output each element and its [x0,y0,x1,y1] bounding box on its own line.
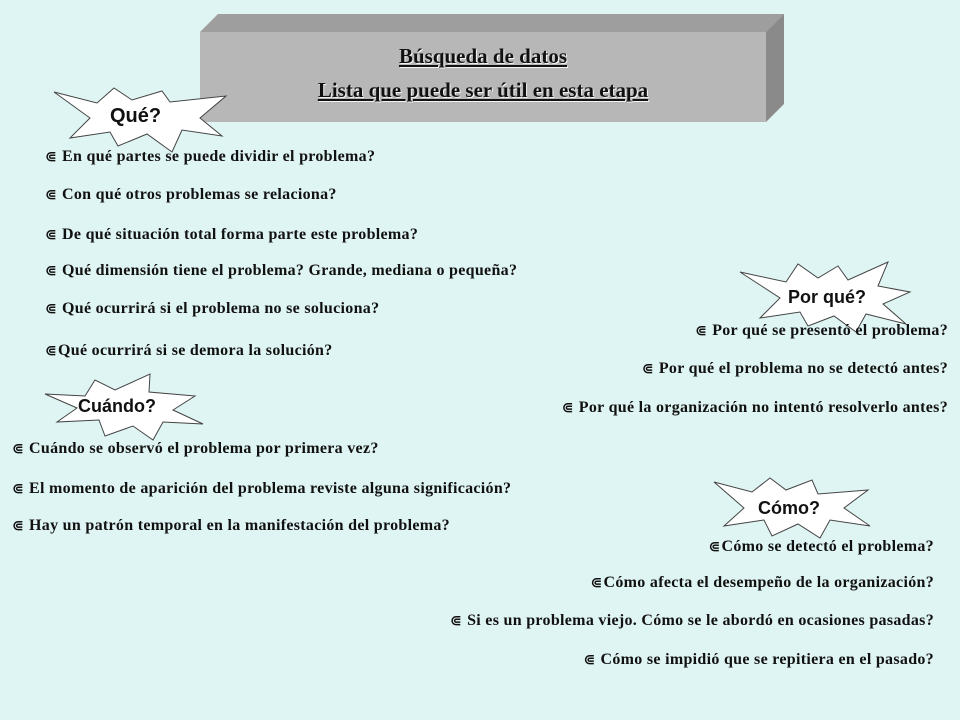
cuando-star [45,374,205,442]
cuando-item: ⋐ El momento de aparición del problema reviste alguna significación? [12,480,512,497]
title-line-2: Lista que puede ser útil en esta etapa [317,78,649,102]
bullet-icon: ⋐ [12,441,25,457]
bullet-icon: ⋐ [12,481,25,497]
como-item: ⋐Cómo se detectó el problema? [708,538,934,555]
como-item: ⋐Cómo afecta el desempeño de la organización? [590,574,934,591]
bullet-icon: ⋐ [583,652,596,668]
title-banner [200,14,784,122]
bullet-icon: ⋐ [561,400,574,416]
por-que-item: ⋐ Por qué el problema no se detectó antes? [641,360,948,377]
que-item: ⋐ De qué situación total forma parte este problema? [45,226,419,243]
bullet-icon: ⋐ [45,343,58,359]
bullet-icon: ⋐ [45,227,58,243]
que-item: ⋐ Qué ocurrirá si el problema no se soluciona? [45,300,380,317]
bullet-icon: ⋐ [45,301,58,317]
como-item: ⋐ Cómo se impidió que se repitiera en el pasado? [583,651,934,668]
que-item: ⋐ En qué partes se puede dividir el problema? [45,148,376,165]
cuando-item: ⋐ Cuándo se observó el problema por primera vez? [12,440,379,457]
bullet-icon: ⋐ [590,575,603,591]
bullet-icon: ⋐ [45,149,58,165]
por-que-label: Por qué? [788,287,867,307]
cuando-label: Cuándo? [78,396,156,416]
bullet-icon: ⋐ [708,539,721,555]
bullet-icon: ⋐ [641,361,654,377]
bullet-icon: ⋐ [45,187,58,203]
que-label: Qué? [110,105,162,127]
cuando-item: ⋐ Hay un patrón temporal en la manifestación del problema? [12,517,450,534]
como-star [712,478,872,540]
por-que-item: ⋐ Por qué la organización no intentó resolverlo antes? [561,399,948,416]
como-item: ⋐ Si es un problema viejo. Cómo se le abordó en ocasiones pasadas? [450,612,934,629]
que-item: ⋐Qué ocurrirá si se demora la solución? [45,342,333,359]
por-que-item: ⋐ Por qué se presentó el problema? [695,322,948,339]
bullet-icon: ⋐ [695,323,708,339]
que-star [52,88,227,153]
title-line-1: Búsqueda de datos [398,44,568,68]
que-item: ⋐ Con qué otros problemas se relaciona? [45,186,337,203]
bullet-icon: ⋐ [450,613,463,629]
que-item: ⋐ Qué dimensión tiene el problema? Grande, mediana o pequeña? [45,262,518,279]
como-label: Cómo? [758,498,820,518]
bullet-icon: ⋐ [12,518,25,534]
bullet-icon: ⋐ [45,263,58,279]
